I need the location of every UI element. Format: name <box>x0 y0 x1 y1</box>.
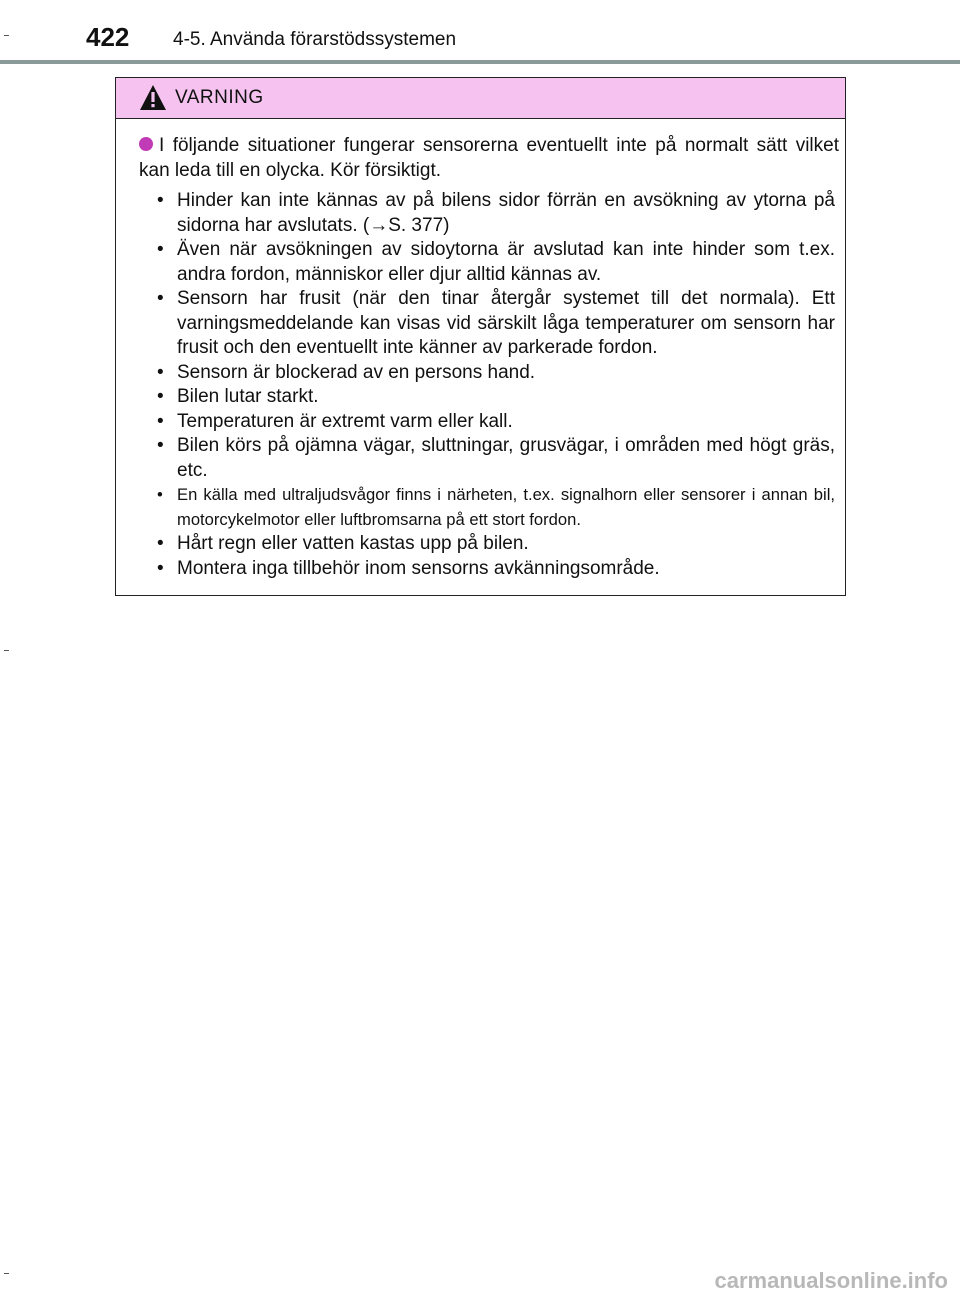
list-item-text: Temperaturen är extremt varm eller kall. <box>177 410 513 432</box>
list-item-text: En källa med ultraljudsvågor finns i närheten, t.ex. signalhorn eller sensorer i annan bil, motorcykelmotor eller luftbromsarna på ett stort fordon. <box>177 485 835 529</box>
list-item <box>153 557 835 582</box>
list-item <box>153 483 835 532</box>
list-item <box>153 287 835 361</box>
list-item <box>153 361 835 386</box>
warning-intro <box>139 133 839 183</box>
warning-label: VARNING <box>175 87 264 108</box>
bullet-symbol: • <box>157 386 164 407</box>
bullet-symbol: • <box>157 485 163 504</box>
list-item-text: Sensorn är blockerad av en persons hand. <box>177 361 536 383</box>
page-number: 422 <box>86 22 130 52</box>
bullet-symbol: • <box>157 435 164 456</box>
bullet-symbol: • <box>157 239 164 260</box>
header-divider <box>0 60 960 64</box>
warning-intro-text: I följande situationer fungerar sensorerna eventuellt inte på normalt sätt vilket kan leda till en olycka. Kör försiktigt. <box>139 135 839 181</box>
list-item-text: Bilen lutar starkt. <box>177 386 319 407</box>
list-item <box>153 434 835 483</box>
warning-triangle-icon <box>139 84 167 111</box>
list-item <box>153 238 835 287</box>
bullet-symbol: • <box>157 288 164 309</box>
bullet-symbol: • <box>157 533 164 554</box>
list-item-text: Hårt regn eller vatten kastas upp på bilen. <box>177 533 529 554</box>
list-item-text: Även när avsökningen av sidoytorna är avslutad kan inte hinder som t.ex. andra fordon, människor eller djur alltid kännas av. <box>177 239 835 285</box>
list-item-text: Hinder kan inte kännas av på bilens sidor förrän en avsökning av ytorna på sidorna har avslutats. (→S. 377) <box>177 190 835 236</box>
list-item-text: Sensorn har frusit (när den tinar återgår systemet till det normala). Ett varningsmeddelande kan visas vid särskilt låga temperaturer om sensorn har frusit och den eventuellt inte känner av parkerade fordon. <box>177 288 835 358</box>
footer-watermark: carmanualsonline.info <box>714 1268 948 1293</box>
section-title: 4-5. Använda förarstödssystemen <box>173 29 457 50</box>
bullet-symbol: • <box>157 410 164 432</box>
list-item-text: Bilen körs på ojämna vägar, sluttningar, grusvägar, i områden med högt gräs, etc. <box>177 435 835 481</box>
page-header <box>0 0 960 62</box>
bullet-symbol: • <box>157 361 164 383</box>
crop-mark <box>4 650 9 651</box>
list-item <box>153 532 835 557</box>
round-bullet-icon <box>139 137 153 151</box>
list-item-text: Montera inga tillbehör inom sensorns avkänningsområde. <box>177 557 660 579</box>
list-item <box>153 385 835 410</box>
list-item <box>153 410 835 435</box>
list-item <box>153 189 835 238</box>
warning-header <box>116 78 845 119</box>
bullet-symbol: • <box>157 557 164 579</box>
bullet-symbol: • <box>157 190 164 211</box>
warning-list <box>153 189 835 581</box>
warning-box <box>115 77 846 596</box>
crop-mark <box>4 1273 9 1274</box>
crop-mark <box>4 35 9 36</box>
